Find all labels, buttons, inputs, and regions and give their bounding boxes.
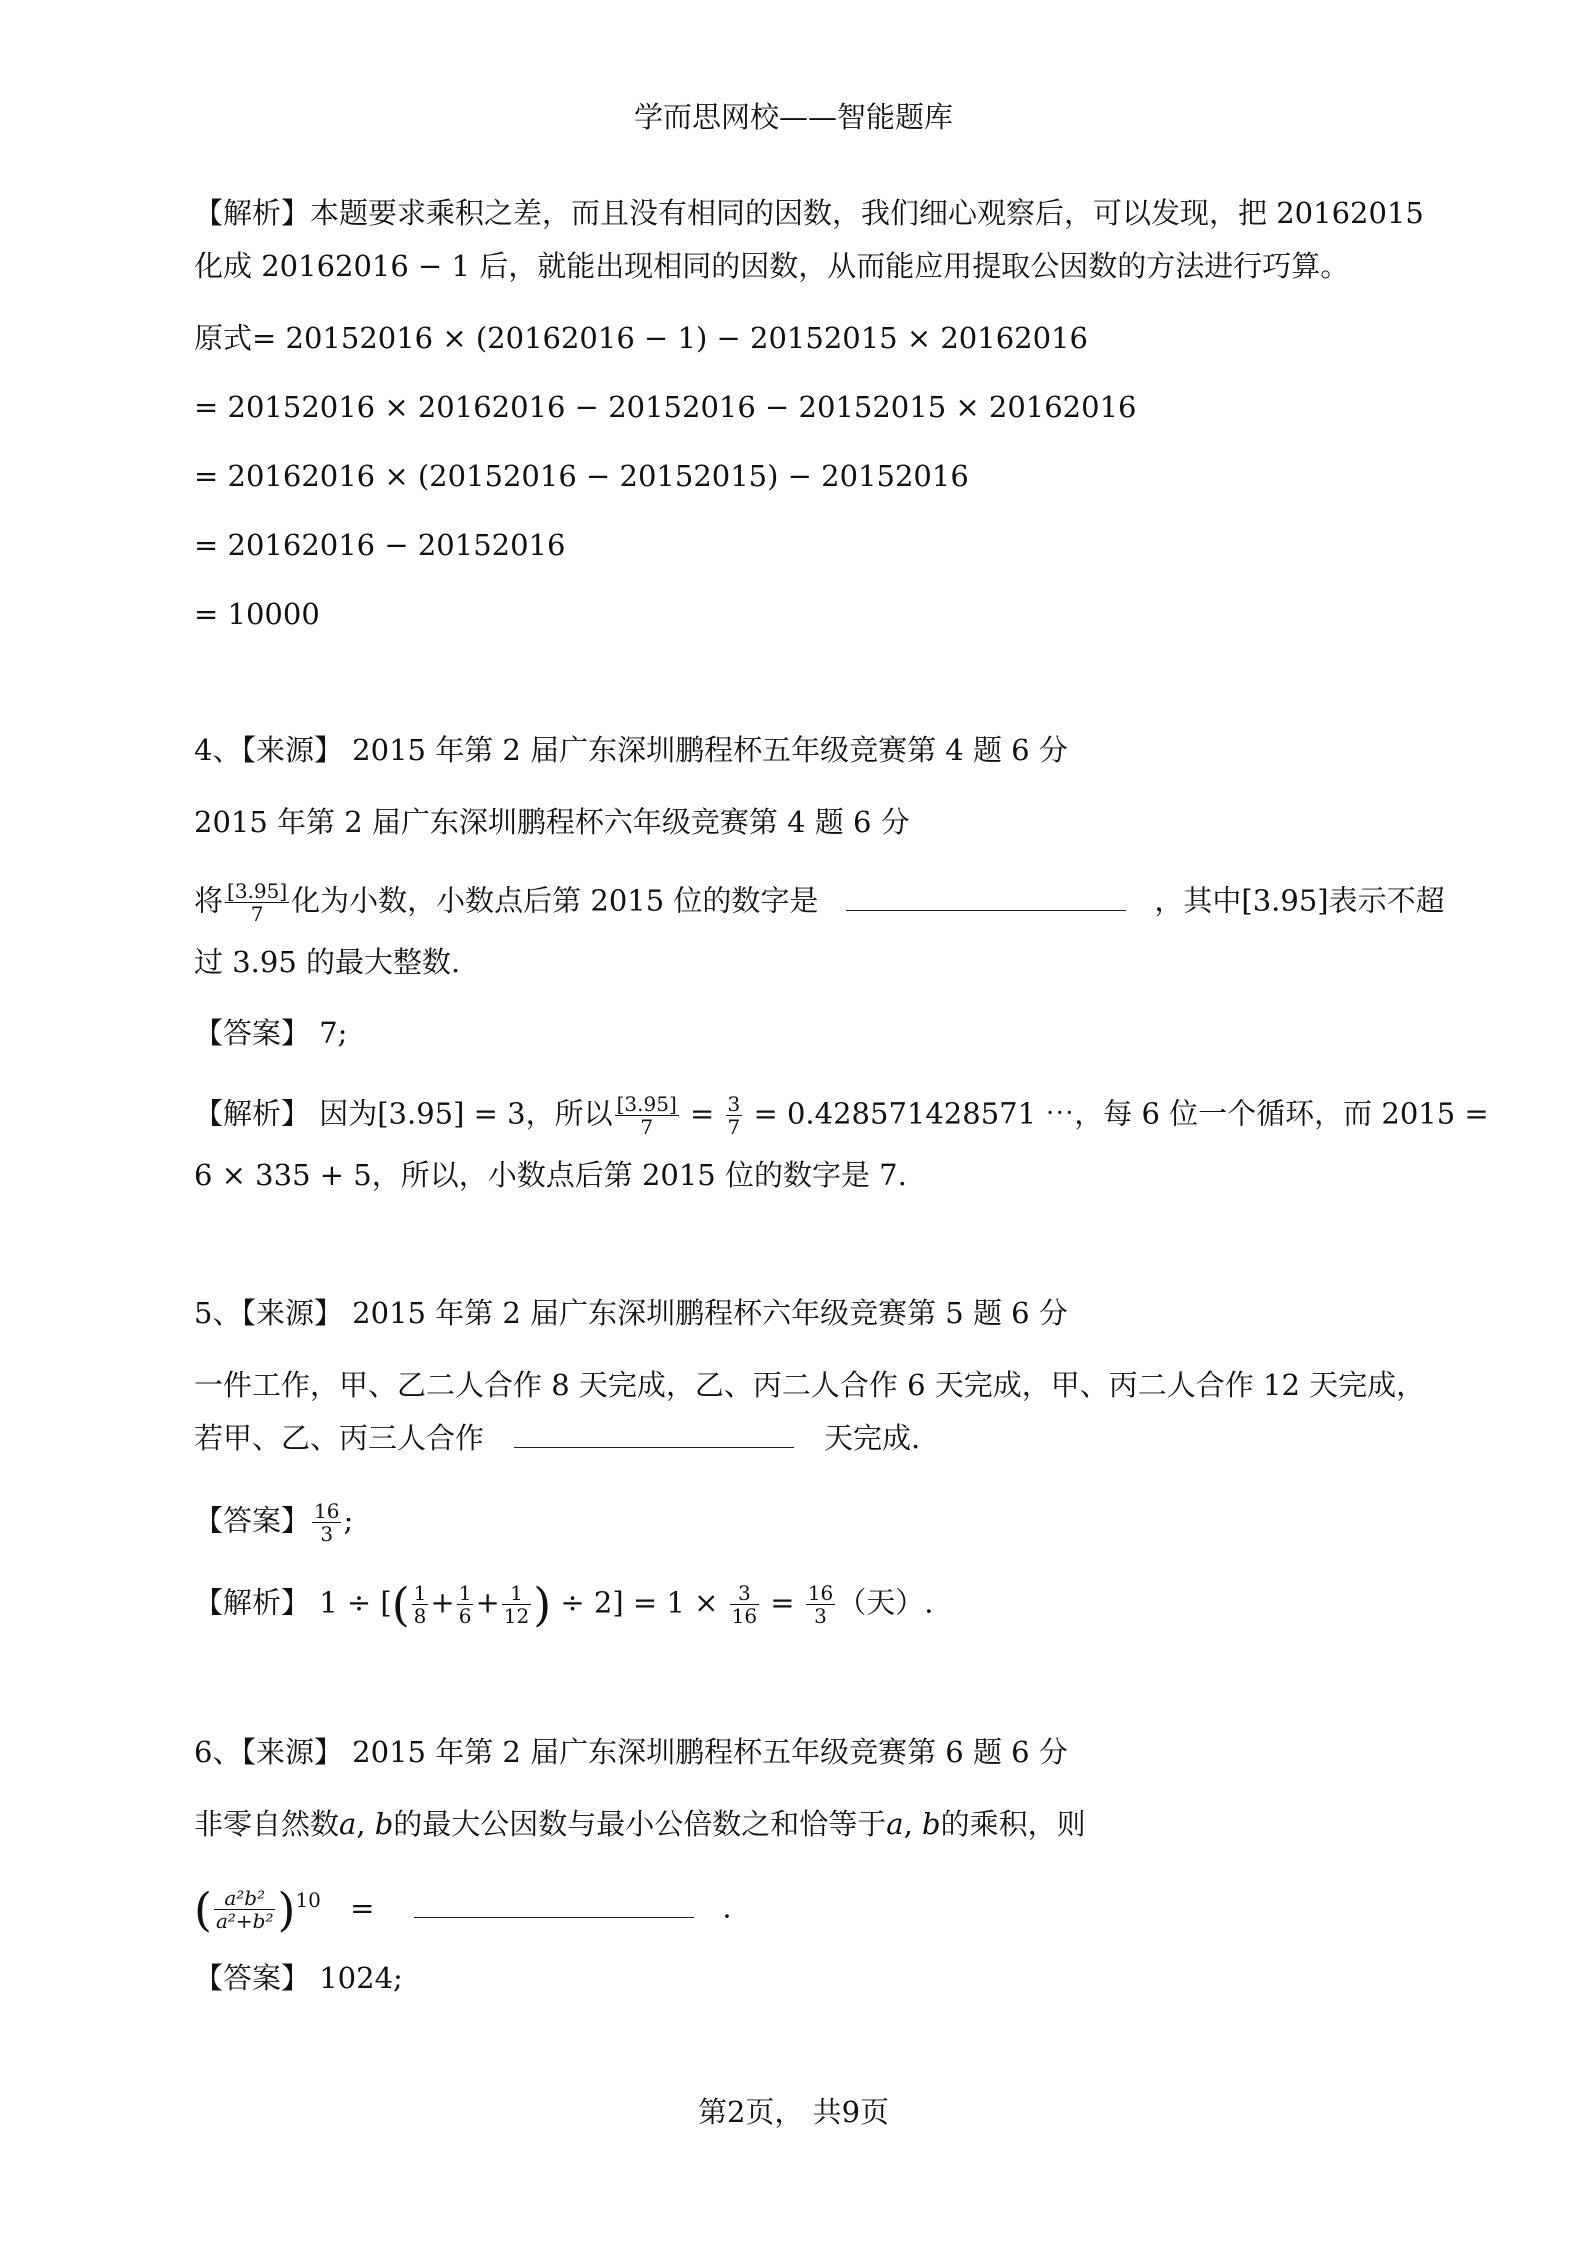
q6-source: 6、【来源】 2015 年第 2 届广东深圳鹏程杯五年级竞赛第 6 题 6 分	[194, 1735, 1068, 1769]
equals-sign: =	[350, 1890, 375, 1925]
analysis-text-a: 【解析】 因为[3.95] = 3，所以	[194, 1096, 613, 1131]
right-paren: )	[277, 1882, 296, 1937]
analysis-label: 【解析】	[194, 196, 311, 230]
answer-blank	[846, 886, 1126, 911]
frac-numerator: 16	[807, 1581, 834, 1605]
q5-question-line2	[194, 1418, 920, 1458]
q4-source-1: 4、【来源】 2015 年第 2 届广东深圳鹏程杯五年级竞赛第 4 题 6 分	[194, 733, 1068, 767]
analysis-tail: （天）.	[837, 1585, 934, 1620]
analysis-text-b: = 0.428571428571 ⋯，每 6 位一个循环，而 2015 =	[744, 1096, 1489, 1131]
frac-denominator: 12	[503, 1604, 530, 1628]
frac-numerator: [3.95]	[227, 879, 288, 903]
q3-step-4: = 20162016 − 20152016	[194, 528, 566, 562]
analysis-text-mid: ÷ 2] = 1 ×	[560, 1585, 719, 1620]
q4-analysis-line1	[194, 1093, 1489, 1138]
q6-answer: 【答案】 1024;	[194, 1961, 403, 1995]
frac-denominator: a²+b²	[215, 1909, 274, 1934]
analysis-fraction-1	[615, 1093, 679, 1138]
answer-tail: ;	[343, 1503, 354, 1538]
fraction-1-12	[502, 1582, 531, 1627]
frac-denominator: 7	[250, 902, 264, 926]
expr-fraction	[214, 1887, 276, 1932]
frac-denominator: 6	[458, 1604, 472, 1628]
left-paren: (	[194, 1882, 212, 1937]
q5-text-post: 天完成.	[824, 1421, 921, 1455]
frac-denominator: 16	[731, 1604, 758, 1628]
q4-question-line1	[194, 880, 1445, 925]
fraction-1-6	[457, 1582, 474, 1627]
q3-step-3: = 20162016 × (20152016 − 20152015) − 20152016	[194, 459, 969, 493]
q3-step-5: = 10000	[194, 597, 320, 631]
frac-numerator: 1	[502, 1582, 531, 1605]
answer-fraction	[312, 1500, 341, 1545]
answer-label: 【答案】	[194, 1503, 311, 1538]
q3-analysis-line1	[194, 193, 1424, 233]
fraction-1-8	[412, 1582, 429, 1627]
q4-text-post: ，其中[3.95]表示不超	[1154, 883, 1445, 918]
q5-analysis: 【解析】 1 ÷ [( $\frac{1}{8}$ + $\frac{1}{6}$ + $\frac{1}{12}$ ) ÷ 2] = 1 × $\frac{3}{16}$ = $\frac{16}{3}$ （天）.	[194, 1577, 934, 1632]
frac-numerator: [3.95]	[616, 1092, 677, 1116]
frac-denominator: 8	[413, 1604, 427, 1628]
q3-step-2: = 20152016 × 20162016 − 20152016 − 20152015 × 20162016	[194, 390, 1137, 424]
frac-numerator: a²b²	[214, 1887, 276, 1910]
frac-denominator: 7	[727, 1115, 741, 1139]
fraction-16-3	[806, 1582, 835, 1627]
q6-expression	[194, 1880, 732, 1937]
q4-analysis-line2: 6 × 335 + 5，所以，小数点后第 2015 位的数字是 7.	[194, 1158, 907, 1192]
analysis-text: 本题要求乘积之差，而且没有相同的因数，我们细心观察后，可以发现，把 20162015	[310, 196, 1424, 230]
q4-answer: 【答案】 7;	[194, 1016, 348, 1050]
q5-text-pre: 若甲、乙、丙三人合作	[194, 1421, 485, 1455]
q5-answer	[194, 1500, 353, 1545]
q5-question-line1: 一件工作，甲、乙二人合作 8 天完成，乙、丙二人合作 6 天完成，甲、丙二人合作 12 天完成，	[194, 1368, 1426, 1402]
page-footer: 第2页， 共9页	[697, 2095, 890, 2129]
frac-numerator: 1	[458, 1581, 472, 1605]
q6-question-line1: 非零自然数𝑎, 𝑏的最大公因数与最小公倍数之和恰等于𝑎, 𝑏的乘积，则	[194, 1807, 1086, 1841]
frac-numerator: 3	[730, 1582, 759, 1605]
left-paren: (	[391, 1577, 410, 1632]
equals-sign: =	[680, 1096, 724, 1131]
frac-numerator: 1	[413, 1581, 427, 1605]
page-header: 学而思网校——智能题库	[633, 100, 953, 134]
frac-denominator: 3	[814, 1604, 827, 1628]
q3-analysis-line2: 化成 20162016 − 1 后，就能出现相同的因数，从而能应用提取公因数的方法进行巧算。	[194, 249, 1350, 283]
answer-blank	[514, 1423, 794, 1448]
frac-numerator: 16	[314, 1499, 340, 1523]
frac-numerator: 3	[727, 1092, 741, 1116]
q4-text-mid: 化为小数，小数点后第 2015 位的数字是	[291, 883, 819, 918]
frac-denominator: 7	[640, 1115, 654, 1139]
expr-exponent: 10	[295, 1888, 321, 1912]
q4-source-2: 2015 年第 2 届广东深圳鹏程杯六年级竞赛第 4 题 6 分	[194, 805, 910, 839]
right-paren: )	[533, 1577, 552, 1632]
analysis-text-a: 【解析】 1 ÷ [	[194, 1585, 392, 1620]
answer-blank	[414, 1893, 694, 1918]
q5-source: 5、【来源】 2015 年第 2 届广东深圳鹏程杯六年级竞赛第 5 题 6 分	[194, 1296, 1068, 1330]
q4-text-pre: 将	[194, 883, 224, 918]
q4-fraction	[225, 880, 289, 925]
analysis-fraction-2	[726, 1093, 743, 1138]
frac-denominator: 3	[320, 1522, 334, 1546]
q3-step-1: 原式= 20152016 × (20162016 − 1) − 20152015 × 20162016	[194, 321, 1088, 355]
q4-question-line2: 过 3.95 的最大整数.	[194, 945, 461, 979]
expr-tail: .	[722, 1890, 732, 1925]
fraction-3-16	[730, 1582, 759, 1627]
